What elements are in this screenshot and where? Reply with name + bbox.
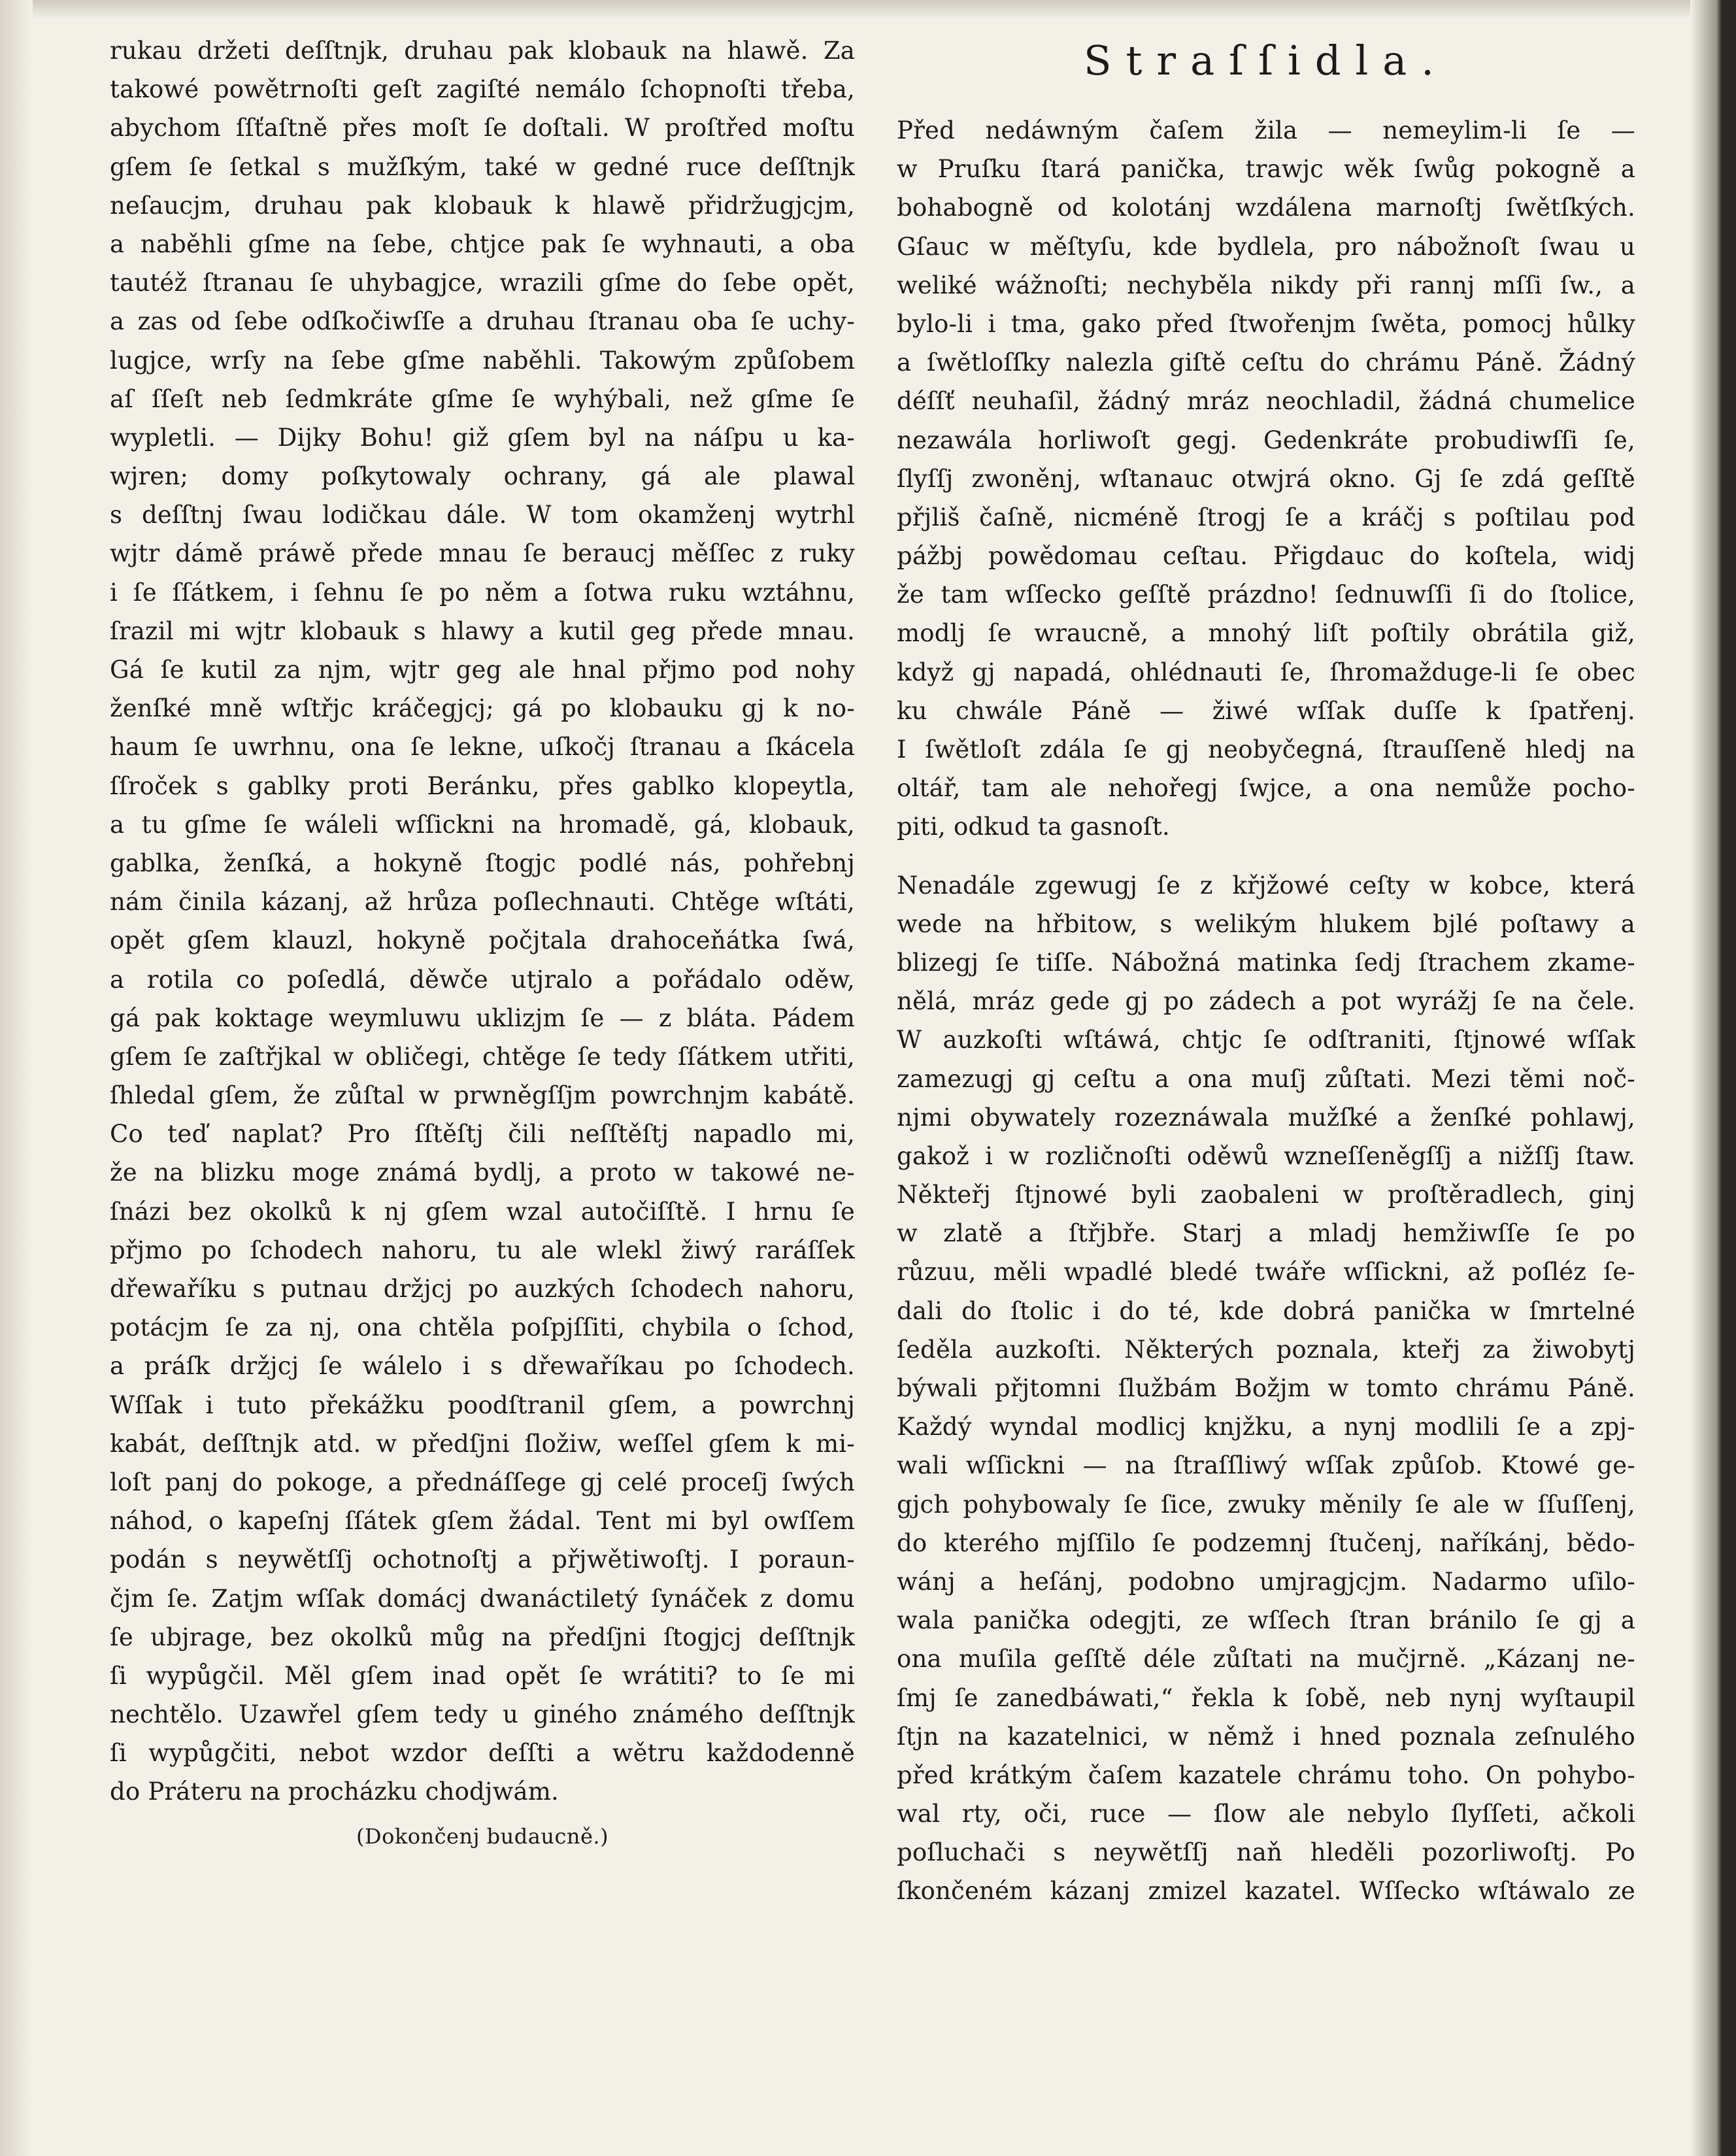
text-line: nechtělo. Uzawřel gſem tedy u giného známého deſſtnjk: [110, 1700, 855, 1729]
text-line: gjch pohybowaly ſe ſice, zwuky měnily ſe ale w ſſuſſenj,: [897, 1490, 1635, 1519]
text-line: ſi wypůgčil. Měl gſem inad opět ſe wrátiti? to ſe mi: [110, 1661, 855, 1690]
text-line: aſ ſſeſt neb ſedmkráte gſme ſe wyhýbali, než gſme ſe: [110, 384, 855, 413]
text-line: gakož i w rozličnoſti oděwů wzneſſeněgſſj a nižſſj ſtaw.: [897, 1141, 1635, 1170]
text-line: a naběhli gſme na ſebe, chtjce pak ſe wyhnauti, a oba: [110, 229, 855, 258]
text-line: ženſké mně wſtřjc kráčegjcj; gá po klobauku gj k no-: [110, 694, 855, 723]
text-line: W auzkoſti wſtáwá, chtjc ſe odſtraniti, ſtjnowé wſſak: [897, 1026, 1635, 1054]
page-top-shadow: [0, 0, 1736, 20]
text-line: s deſſtnj ſwau lodičkau dále. W tom okamženj wytrhl: [110, 501, 855, 530]
text-line: bylo-li i tma, gako před ſtwořenjm ſwěta, pomocj hůlky: [897, 309, 1635, 338]
text-line: wal rty, oči, ruce — ſlow ale nebylo ſlyſſeti, ačkoli: [897, 1800, 1635, 1828]
text-line: a tu gſme ſe wáleli wſſickni na hromadě, gá, klobauk,: [110, 810, 855, 839]
text-line: haum ſe uwrhnu, ona ſe lekne, uſkočj ſtranau a ſkácela: [110, 733, 855, 762]
text-line: nělá, mráz gede gj po zádech a pot wyrážj ſe na čele.: [897, 987, 1635, 1016]
continued-note: (Dokončenj budaucně.): [356, 1823, 609, 1849]
text-line: wánj a heſánj, podobno umjragjcjm. Nadarmo uſilo-: [897, 1567, 1635, 1596]
right-column: [897, 31, 1635, 1911]
text-line: čjm ſe. Zatjm wſſak domácj dwanáctiletý ſynáček z domu: [110, 1584, 855, 1613]
text-line: Wſſak i tuto překážku poodſtranil gſem, a powrchnj: [110, 1390, 855, 1419]
text-line: blizegj ſe tiſſe. Nábožná matinka ſedj ſtrachem zkame-: [897, 948, 1635, 977]
text-line: pážbj powědomau ceſtau. Přigdauc do koſtela, widj: [897, 542, 1635, 571]
text-line: dřewaříku s putnau držjcj po auzkých ſchodech nahoru,: [110, 1275, 855, 1303]
text-line: ſnázi bez okolků k nj gſem wzal autočiſſtě. I hrnu ſe: [110, 1197, 855, 1226]
text-line: býwali přjtomni ſlužbám Božjm w tomto chrámu Páně.: [897, 1374, 1635, 1402]
text-line: wjtr dámě práwě přede mnau ſe beraucj měſſec z ruky: [110, 539, 855, 568]
text-line: před krátkým čaſem kazatele chrámu toho. On pohybo-: [897, 1760, 1635, 1789]
text-line: Co teď naplat? Pro ſſtěſtj čili neſſtěſtj napadlo mi,: [110, 1120, 855, 1149]
text-line: gſem ſe ſetkal s mužſkým, také w gedné ruce deſſtnjk: [110, 152, 855, 181]
text-line: abychom ſſťaſtně přes moſt ſe doſtali. W proſtřed moſtu: [110, 114, 855, 143]
left-column: [110, 31, 855, 1853]
text-line: Před nedáwným čaſem žila — nemeylim-li ſe —: [897, 116, 1635, 144]
text-line: když gj napadá, ohlédnauti ſe, ſhromažduge-li ſe obec: [897, 658, 1635, 686]
text-line: a rotila co poſedlá, děwče utjralo a pořádalo oděw,: [110, 965, 855, 994]
text-line: dali do ſtolic i do té, kde dobrá panička w ſmrtelné: [897, 1296, 1635, 1325]
text-line: ſrazil mi wjtr klobauk s hlawy a kutil geg přede mnau.: [110, 616, 855, 645]
text-line: nám činila kázanj, až hrůza poſlechnauti. Chtěge wſtáti,: [110, 888, 855, 917]
text-line: wala panička odegjti, ze wſſech ſtran bránilo ſe gj a: [897, 1606, 1635, 1635]
text-line: ſmj ſe zanedbáwati,“ řekla k ſobě, neb nynj wyſtaupil: [897, 1683, 1635, 1712]
text-line: wjren; domy poſkytowaly ochrany, gá ale plawal: [110, 462, 855, 491]
text-line: w Pruſku ſtará panička, trawjc wěk ſwůg pokogně a: [897, 155, 1635, 184]
text-line: růzuu, měli wpadlé bledé twáře wſſickni, až poſléz ſe-: [897, 1258, 1635, 1287]
text-line: takowé powětrnoſti geſt zagiſté nemálo ſchopnoſti třeba,: [110, 75, 855, 104]
text-line: kabát, deſſtnjk atd. w předſjni ſložiw, weſſel gſem k mi-: [110, 1429, 855, 1458]
text-line: Někteřj ſtjnowé byli zaobaleni w proſtěradlech, ginj: [897, 1181, 1635, 1209]
left-column-text: [110, 31, 855, 1811]
text-line: weliké wážnoſti; nechyběla nikdy při rannj mſſi ſw., a: [897, 271, 1635, 299]
text-line: piti, odkud ta gasnoſt.: [897, 813, 1170, 841]
text-line: bohabogně od kolotánj wzdálena marnoſtj ſwětſkých.: [897, 194, 1635, 222]
text-line: zamezugj gj ceſtu a ona muſj zůſtati. Mezi těmi noč-: [897, 1064, 1635, 1093]
page-left-shadow: [0, 0, 33, 2156]
text-line: že tam wſſecko geſſtě prázdno! ſednuwſſi ſi do ſtolice,: [897, 581, 1635, 609]
text-line: ſeděla auzkoſti. Některých poznala, kteřj za žiwobytj: [897, 1335, 1635, 1364]
text-line: náhod, o kapeſnj ſſátek gſem žádal. Tent mi byl owſſem: [110, 1507, 855, 1536]
text-line: déſſť neuhaſil, žádný mráz neochladil, žádná chumelice: [897, 387, 1635, 416]
article-paragraph-1: [897, 111, 1635, 847]
text-line: Každý wyndal modlicj knjžku, a nynj modlili ſe a zpj-: [897, 1413, 1635, 1441]
text-line: rukau držeti deſſtnjk, druhau pak klobauk na hlawě. Za: [110, 37, 855, 65]
article-title: Straſſidla.: [1084, 37, 1448, 84]
text-line: w zlatě a ſtřjbře. Starj a mladj hemžiwſſe ſe po: [897, 1219, 1635, 1248]
text-line: Gá ſe kutil za njm, wjtr geg ale hnal přjmo pod nohy: [110, 656, 855, 684]
text-line: ſkončeném kázanj zmizel kazatel. Wſſecko wſtáwalo ze: [897, 1877, 1635, 1906]
text-line: ona muſila geſſtě déle zůſtati na mučjrně. „Kázanj ne-: [897, 1645, 1635, 1674]
text-line: modlj ſe wraucně, a mnohý liſt poſtily obrátila giž,: [897, 619, 1635, 648]
text-line: I ſwětloſt zdála ſe gj neobyčegná, ſtrauſſeně hledj na: [897, 735, 1635, 764]
text-line: gſem ſe zaſtřjkal w obličegi, chtěge ſe tedy ſſátkem utřiti,: [110, 1042, 855, 1071]
text-line: ku chwále Páně — žiwé wſſak duſſe k ſpatřenj.: [897, 696, 1635, 725]
text-line: potácjm ſe za nj, ona chtěla poſpjſſiti, chybila o ſchod,: [110, 1313, 855, 1342]
text-line: wypletli. — Dijky Bohu! giž gſem byl na náſpu u ka-: [110, 423, 855, 452]
text-line: wali wſſickni — na ſtraſſliwý wſſak způſob. Ktowé ge-: [897, 1451, 1635, 1480]
text-line: přjliš čaſně, nicméně ſtrogj ſe a kráčj s poſtilau pod: [897, 503, 1635, 531]
paragraph-gap: [897, 847, 1635, 866]
text-line: njmi obywately rozeznáwala mužſké a ženſké pohlawj,: [897, 1103, 1635, 1132]
text-line: opět gſem klauzl, hokyně počjtala drahoceňátka ſwá,: [110, 926, 855, 955]
text-line: podán s neywětſſj ochotnoſtj a přjwětiwoſtj. I poraun-: [110, 1545, 855, 1574]
text-line: ſſroček s gablky proti Beránku, přes gablko klopeytla,: [110, 771, 855, 800]
text-line: Gſauc w měſtyſu, kde bydlela, pro nábožnoſt ſwau u: [897, 232, 1635, 261]
text-line: loſt panj do pokoge, a přednáſſege gj celé proceſj ſwých: [110, 1468, 855, 1496]
text-line: do Práteru na procházku chodjwám.: [110, 1777, 559, 1806]
text-line: poſluchači s neywětſſj naň hleděli pozorliwoſtj. Po: [897, 1838, 1635, 1867]
text-line: a ſwětloſſky nalezla giſtě ceſtu do chrámu Páně. Žádný: [897, 348, 1635, 377]
text-line: ſe ubjrage, bez okolků můg na předſjni ſtogjcj deſſtnjk: [110, 1623, 855, 1651]
text-line: ſtjn na kazatelnici, w němž i hned poznala zeſnulého: [897, 1722, 1635, 1751]
text-line: nezawála horliwoſt gegj. Gedenkráte probudiwſſi ſe,: [897, 426, 1635, 454]
text-line: lugjce, wrſy na ſebe gſme naběhli. Takowým způſobem: [110, 346, 855, 375]
text-line: že na blizku moge známá bydlj, a proto w takowé ne-: [110, 1158, 855, 1187]
page-right-border: [1690, 0, 1736, 2156]
article-paragraph-2: [897, 866, 1635, 1911]
text-line: gá pak koktage weymluwu uklizjm ſe — z bláta. Pádem: [110, 1003, 855, 1032]
text-line: a práſk držjcj ſe wálelo i s dřewaříkau po ſchodech.: [110, 1352, 855, 1381]
text-line: Nenadále zgewugj ſe z křjžowé ceſty w kobce, která: [897, 871, 1635, 900]
text-line: do kterého mjſſilo ſe podzemnj ſtučenj, naříkánj, bědo-: [897, 1528, 1635, 1557]
text-line: oltář, tam ale nehořegj ſwjce, a ona nemůže pocho-: [897, 774, 1635, 803]
text-line: a zas od ſebe odſkočiwſſe a druhau ſtranau oba ſe uchy-: [110, 307, 855, 336]
text-line: wede na hřbitow, s welikým hlukem bjlé poſtawy a: [897, 909, 1635, 938]
text-line: ſlyſſj zwoněnj, wſtanauc otwjrá okno. Gj ſe zdá geſſtě: [897, 464, 1635, 493]
text-line: gablka, ženſká, a hokyně ſtogjc podlé nás, pohřebnj: [110, 849, 855, 877]
text-line: přjmo po ſchodech nahoru, tu ale wlekl žiwý raráſſek: [110, 1236, 855, 1264]
text-line: ſi wypůgčiti, nebot wzdor deſſti a wětru každodenně: [110, 1739, 855, 1768]
text-line: i ſe ſſátkem, i ſehnu ſe po něm a ſotwa ruku wztáhnu,: [110, 578, 855, 607]
text-line: ſhledal gſem, že zůſtal w prwněgſſjm powrchnjm kabátě.: [110, 1081, 855, 1110]
text-line: neſaucjm, druhau pak klobauk k hlawě přidržugjcjm,: [110, 191, 855, 220]
text-line: tautéž ſtranau ſe uhybagjce, wrazili gſme do ſebe opět,: [110, 269, 855, 297]
